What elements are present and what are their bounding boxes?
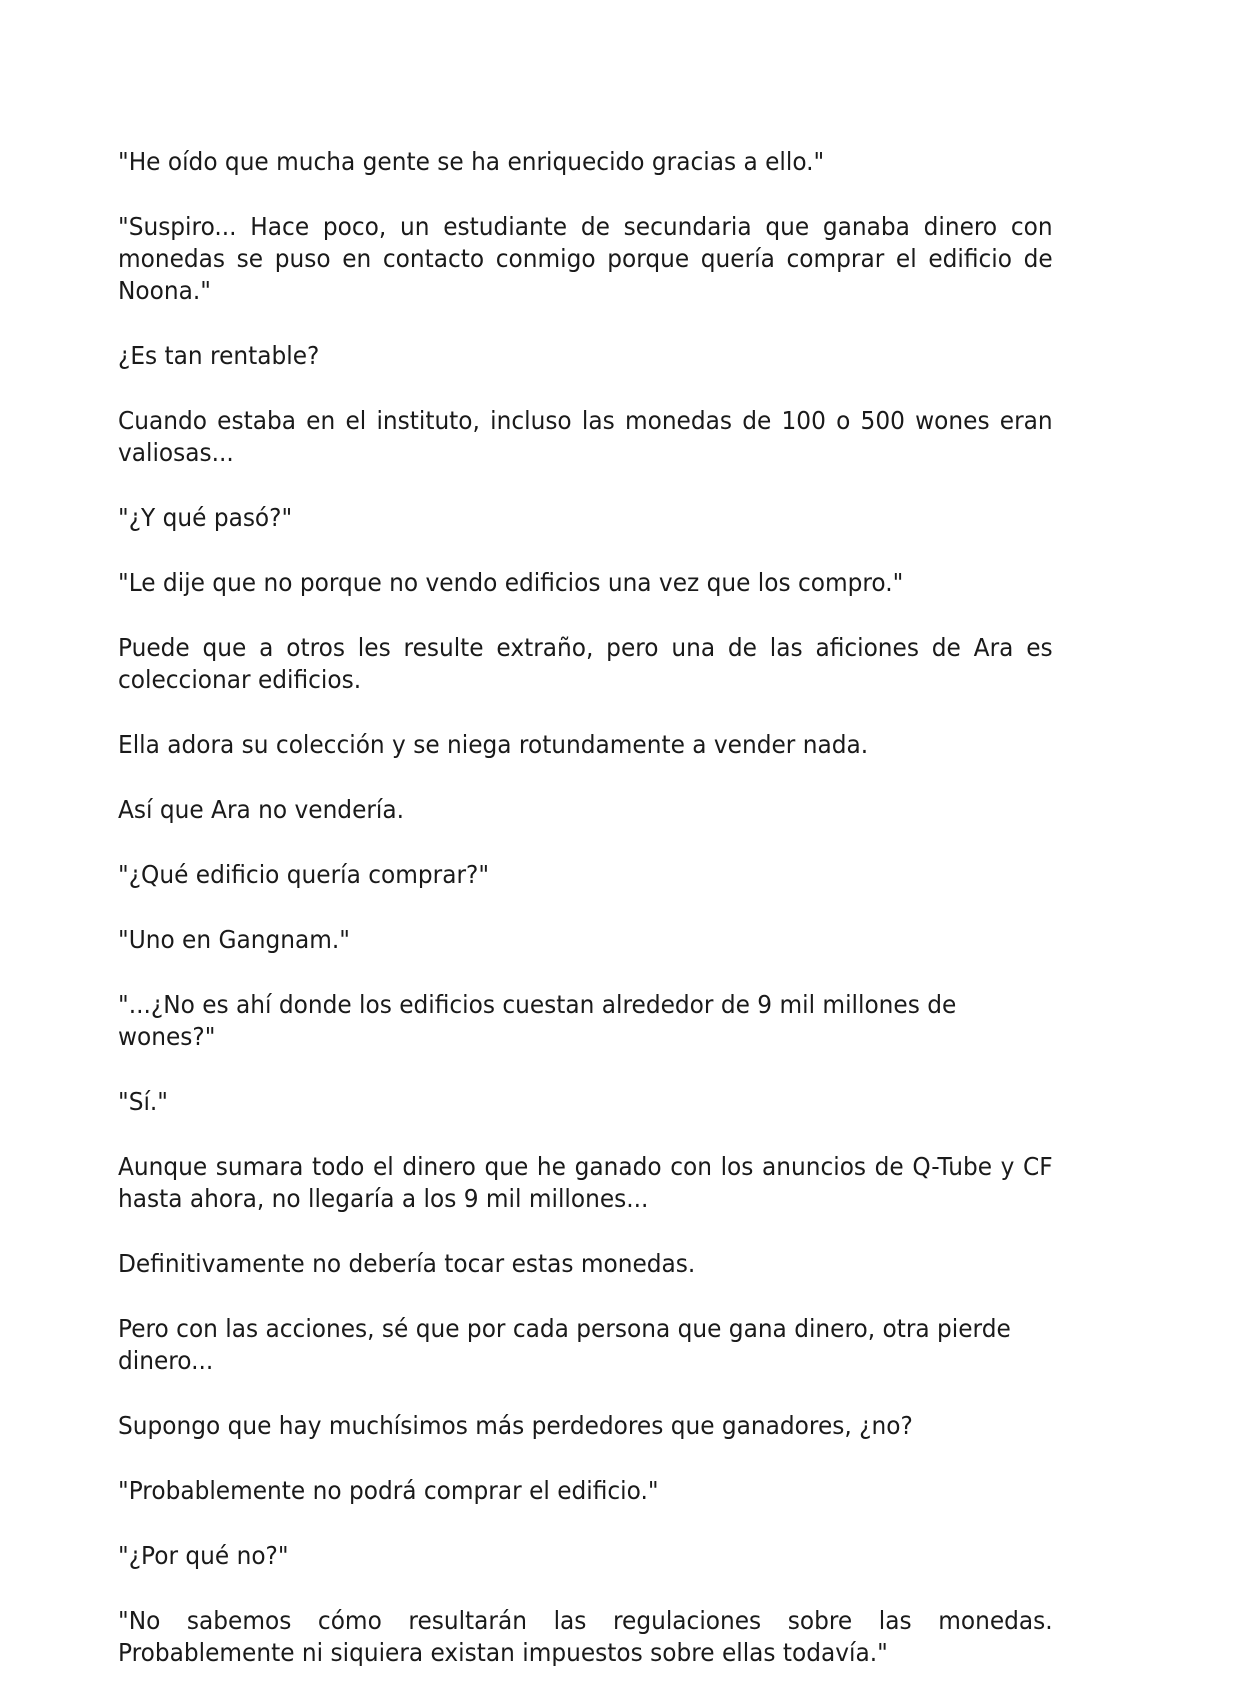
paragraph: "He oído que mucha gente se ha enriquecido gracias a ello.": [118, 147, 825, 176]
paragraph: "¿Por qué no?": [118, 1541, 289, 1570]
paragraph: Supongo que hay muchísimos más perdedores que ganadores, ¿no?: [118, 1411, 913, 1440]
paragraph: "No sabemos cómo resultarán las regulaciones sobre las monedas. Probablemente ni siquiera existan impuestos sobre ellas todavía.": [118, 1606, 1053, 1667]
paragraph: Pero con las acciones, sé que por cada persona que gana dinero, otra pierde dinero...: [118, 1314, 1011, 1375]
paragraph: Así que Ara no vendería.: [118, 795, 405, 824]
paragraph: "Suspiro... Hace poco, un estudiante de secundaria que ganaba dinero con monedas se puso en contacto conmigo porque quería comprar el edificio de Noona.": [118, 212, 1053, 305]
paragraph: "Sí.": [118, 1087, 169, 1116]
document-body: [118, 146, 1053, 1702]
paragraph: "¿Qué edificio quería comprar?": [118, 860, 490, 889]
paragraph: "...¿No es ahí donde los edificios cuestan alrededor de 9 mil millones de wones?": [118, 990, 957, 1051]
paragraph: ¿Es tan rentable?: [118, 341, 320, 370]
paragraph: Aunque sumara todo el dinero que he ganado con los anuncios de Q-Tube y CF hasta ahora, no llegaría a los 9 mil millones...: [118, 1152, 1053, 1213]
paragraph: Ella adora su colección y se niega rotundamente a vender nada.: [118, 730, 869, 759]
paragraph: "¿Y qué pasó?": [118, 503, 293, 532]
paragraph: Puede que a otros les resulte extraño, pero una de las aficiones de Ara es coleccionar edificios.: [118, 633, 1053, 694]
paragraph: Cuando estaba en el instituto, incluso las monedas de 100 o 500 wones eran valiosas...: [118, 406, 1053, 467]
paragraph: "Uno en Gangnam.": [118, 925, 350, 954]
paragraph: "Le dije que no porque no vendo edificios una vez que los compro.": [118, 568, 904, 597]
paragraph: Definitivamente no debería tocar estas monedas.: [118, 1249, 696, 1278]
paragraph: "Probablemente no podrá comprar el edificio.": [118, 1476, 659, 1505]
